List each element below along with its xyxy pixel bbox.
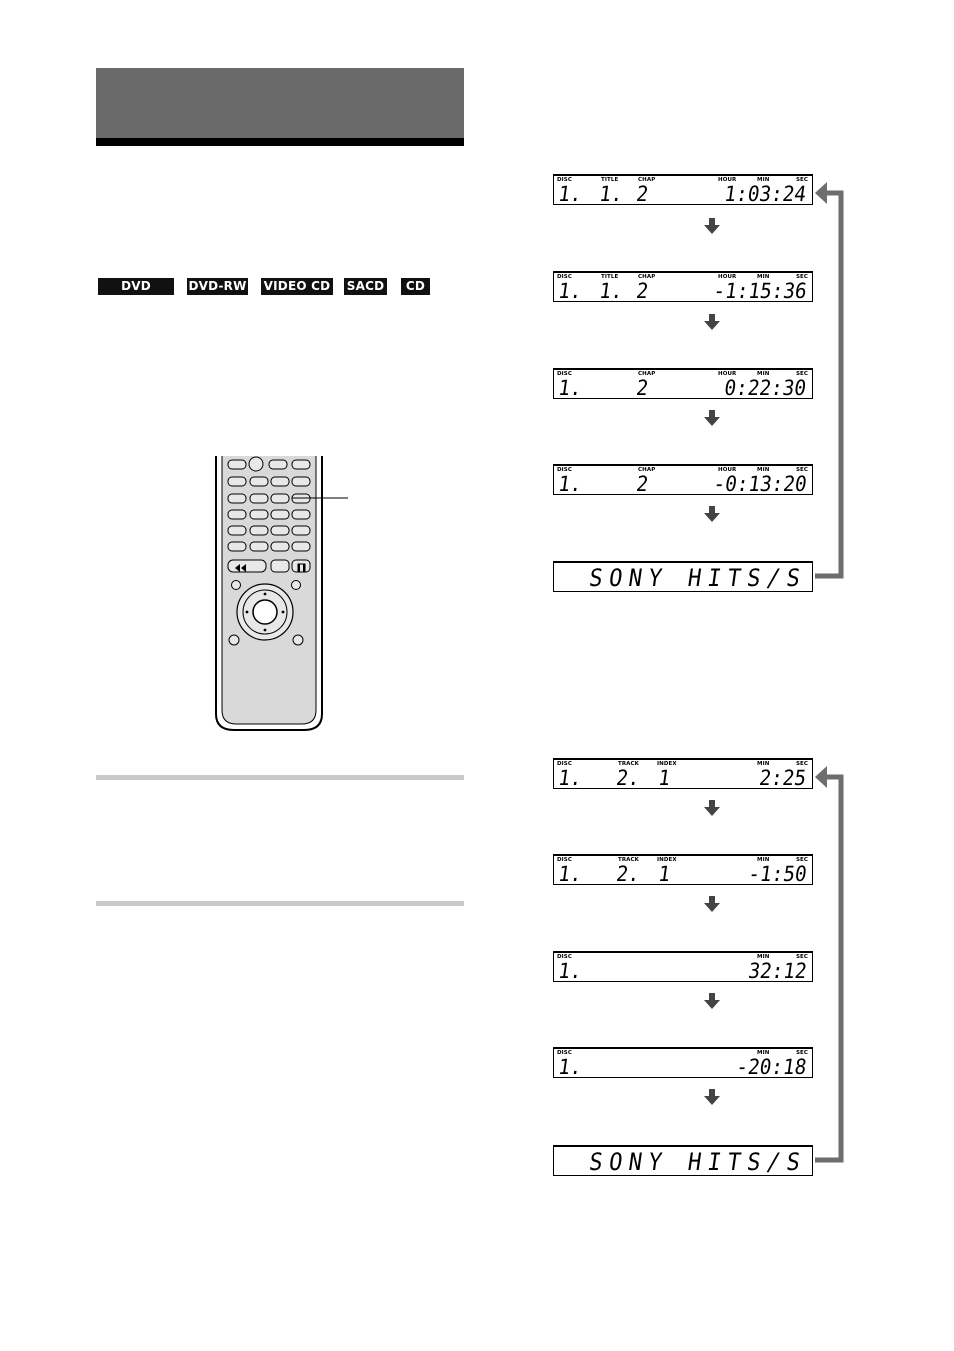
down-arrow-icon — [702, 991, 722, 1011]
min-label: MIN — [757, 467, 770, 473]
section-rule-1 — [96, 775, 464, 780]
disc-label: DISC — [557, 467, 573, 473]
disc-number: 1. — [556, 279, 584, 303]
dvd-display-2 — [553, 271, 813, 302]
remote-control-illustration — [210, 452, 390, 734]
min-label: MIN — [757, 954, 770, 960]
min-label: MIN — [757, 761, 770, 767]
chap-label: CHAP — [638, 467, 656, 473]
chapter-number: 2 — [634, 279, 650, 303]
disc-number: 1. — [556, 472, 584, 496]
index-label: INDEX — [657, 761, 677, 767]
sec-label: SEC — [796, 954, 809, 960]
down-arrow-icon — [702, 216, 722, 236]
index-number: 1 — [656, 862, 672, 886]
hour-label: HOUR — [718, 467, 737, 473]
track-number: 2. — [614, 766, 642, 790]
disc-text-readout: SONY HITS/S — [587, 1148, 809, 1176]
time-readout: 32:12 — [746, 959, 809, 983]
sec-label: SEC — [796, 274, 809, 280]
track-label: TRACK — [618, 761, 640, 767]
disc-label: DISC — [557, 954, 573, 960]
title-label: TITLE — [601, 274, 619, 280]
disc-label: DISC — [557, 1050, 573, 1056]
down-arrow-icon — [702, 1087, 722, 1107]
disc-label: DISC — [557, 274, 573, 280]
index-label: INDEX — [657, 857, 677, 863]
section-rule-2 — [96, 901, 464, 906]
title-number: 1. — [597, 182, 625, 206]
min-label: MIN — [757, 274, 770, 280]
hour-label: HOUR — [718, 177, 737, 183]
min-label: MIN — [757, 857, 770, 863]
sec-label: SEC — [796, 177, 809, 183]
disc-label: DISC — [557, 761, 573, 767]
hour-label: HOUR — [718, 371, 737, 377]
chapter-number: 2 — [634, 376, 650, 400]
section-header-box — [96, 68, 464, 138]
track-label: TRACK — [618, 857, 640, 863]
time-readout: 1:03:24 — [723, 182, 809, 206]
time-readout: -1:50 — [746, 862, 809, 886]
hour-label: HOUR — [718, 274, 737, 280]
track-number: 2. — [614, 862, 642, 886]
dvd-display-1 — [553, 174, 813, 205]
disc-text-readout: SONY HITS/S — [587, 564, 809, 592]
sec-label: SEC — [796, 1050, 809, 1056]
format-tag-cd: CD — [401, 278, 430, 295]
loop-back-arrow-icon — [812, 762, 848, 1166]
chapter-number: 2 — [634, 182, 650, 206]
down-arrow-icon — [702, 408, 722, 428]
down-arrow-icon — [702, 894, 722, 914]
down-arrow-icon — [702, 798, 722, 818]
loop-back-arrow-icon — [812, 178, 848, 582]
chapter-number: 2 — [634, 472, 650, 496]
disc-number: 1. — [556, 766, 584, 790]
cd-display-1 — [553, 758, 813, 789]
format-tags — [98, 278, 438, 310]
dvd-display-4 — [553, 464, 813, 495]
sec-label: SEC — [796, 371, 809, 377]
min-label: MIN — [757, 371, 770, 377]
time-readout: 0:22:30 — [723, 376, 809, 400]
down-arrow-icon — [702, 312, 722, 332]
cd-display-5 — [553, 1145, 813, 1176]
sec-label: SEC — [796, 761, 809, 767]
format-tag-sacd: SACD — [344, 278, 387, 295]
chap-label: CHAP — [638, 371, 656, 377]
time-readout: -1:15:36 — [711, 279, 809, 303]
min-label: MIN — [757, 177, 770, 183]
format-tag-video-cd: VIDEO CD — [261, 278, 333, 295]
dvd-display-3 — [553, 368, 813, 399]
disc-number: 1. — [556, 1055, 584, 1079]
min-label: MIN — [757, 1050, 770, 1056]
index-number: 1 — [656, 766, 672, 790]
dvd-display-5 — [553, 561, 813, 592]
title-label: TITLE — [601, 177, 619, 183]
time-readout: -20:18 — [734, 1055, 809, 1079]
down-arrow-icon — [702, 504, 722, 524]
sec-label: SEC — [796, 467, 809, 473]
time-readout: -0:13:20 — [711, 472, 809, 496]
section-header-rule — [96, 138, 464, 146]
chap-label: CHAP — [638, 177, 656, 183]
time-readout: 2:25 — [758, 766, 809, 790]
disc-number: 1. — [556, 376, 584, 400]
disc-number: 1. — [556, 959, 584, 983]
disc-label: DISC — [557, 857, 573, 863]
cd-display-2 — [553, 854, 813, 885]
format-tag-dvd-video: DVD VIDEO — [98, 278, 174, 295]
title-number: 1. — [597, 279, 625, 303]
disc-number: 1. — [556, 182, 584, 206]
cd-display-4 — [553, 1047, 813, 1078]
disc-label: DISC — [557, 177, 573, 183]
sec-label: SEC — [796, 857, 809, 863]
chap-label: CHAP — [638, 274, 656, 280]
cd-display-3 — [553, 951, 813, 982]
disc-label: DISC — [557, 371, 573, 377]
disc-number: 1. — [556, 862, 584, 886]
format-tag-dvd-rw: DVD-RW — [188, 279, 247, 293]
